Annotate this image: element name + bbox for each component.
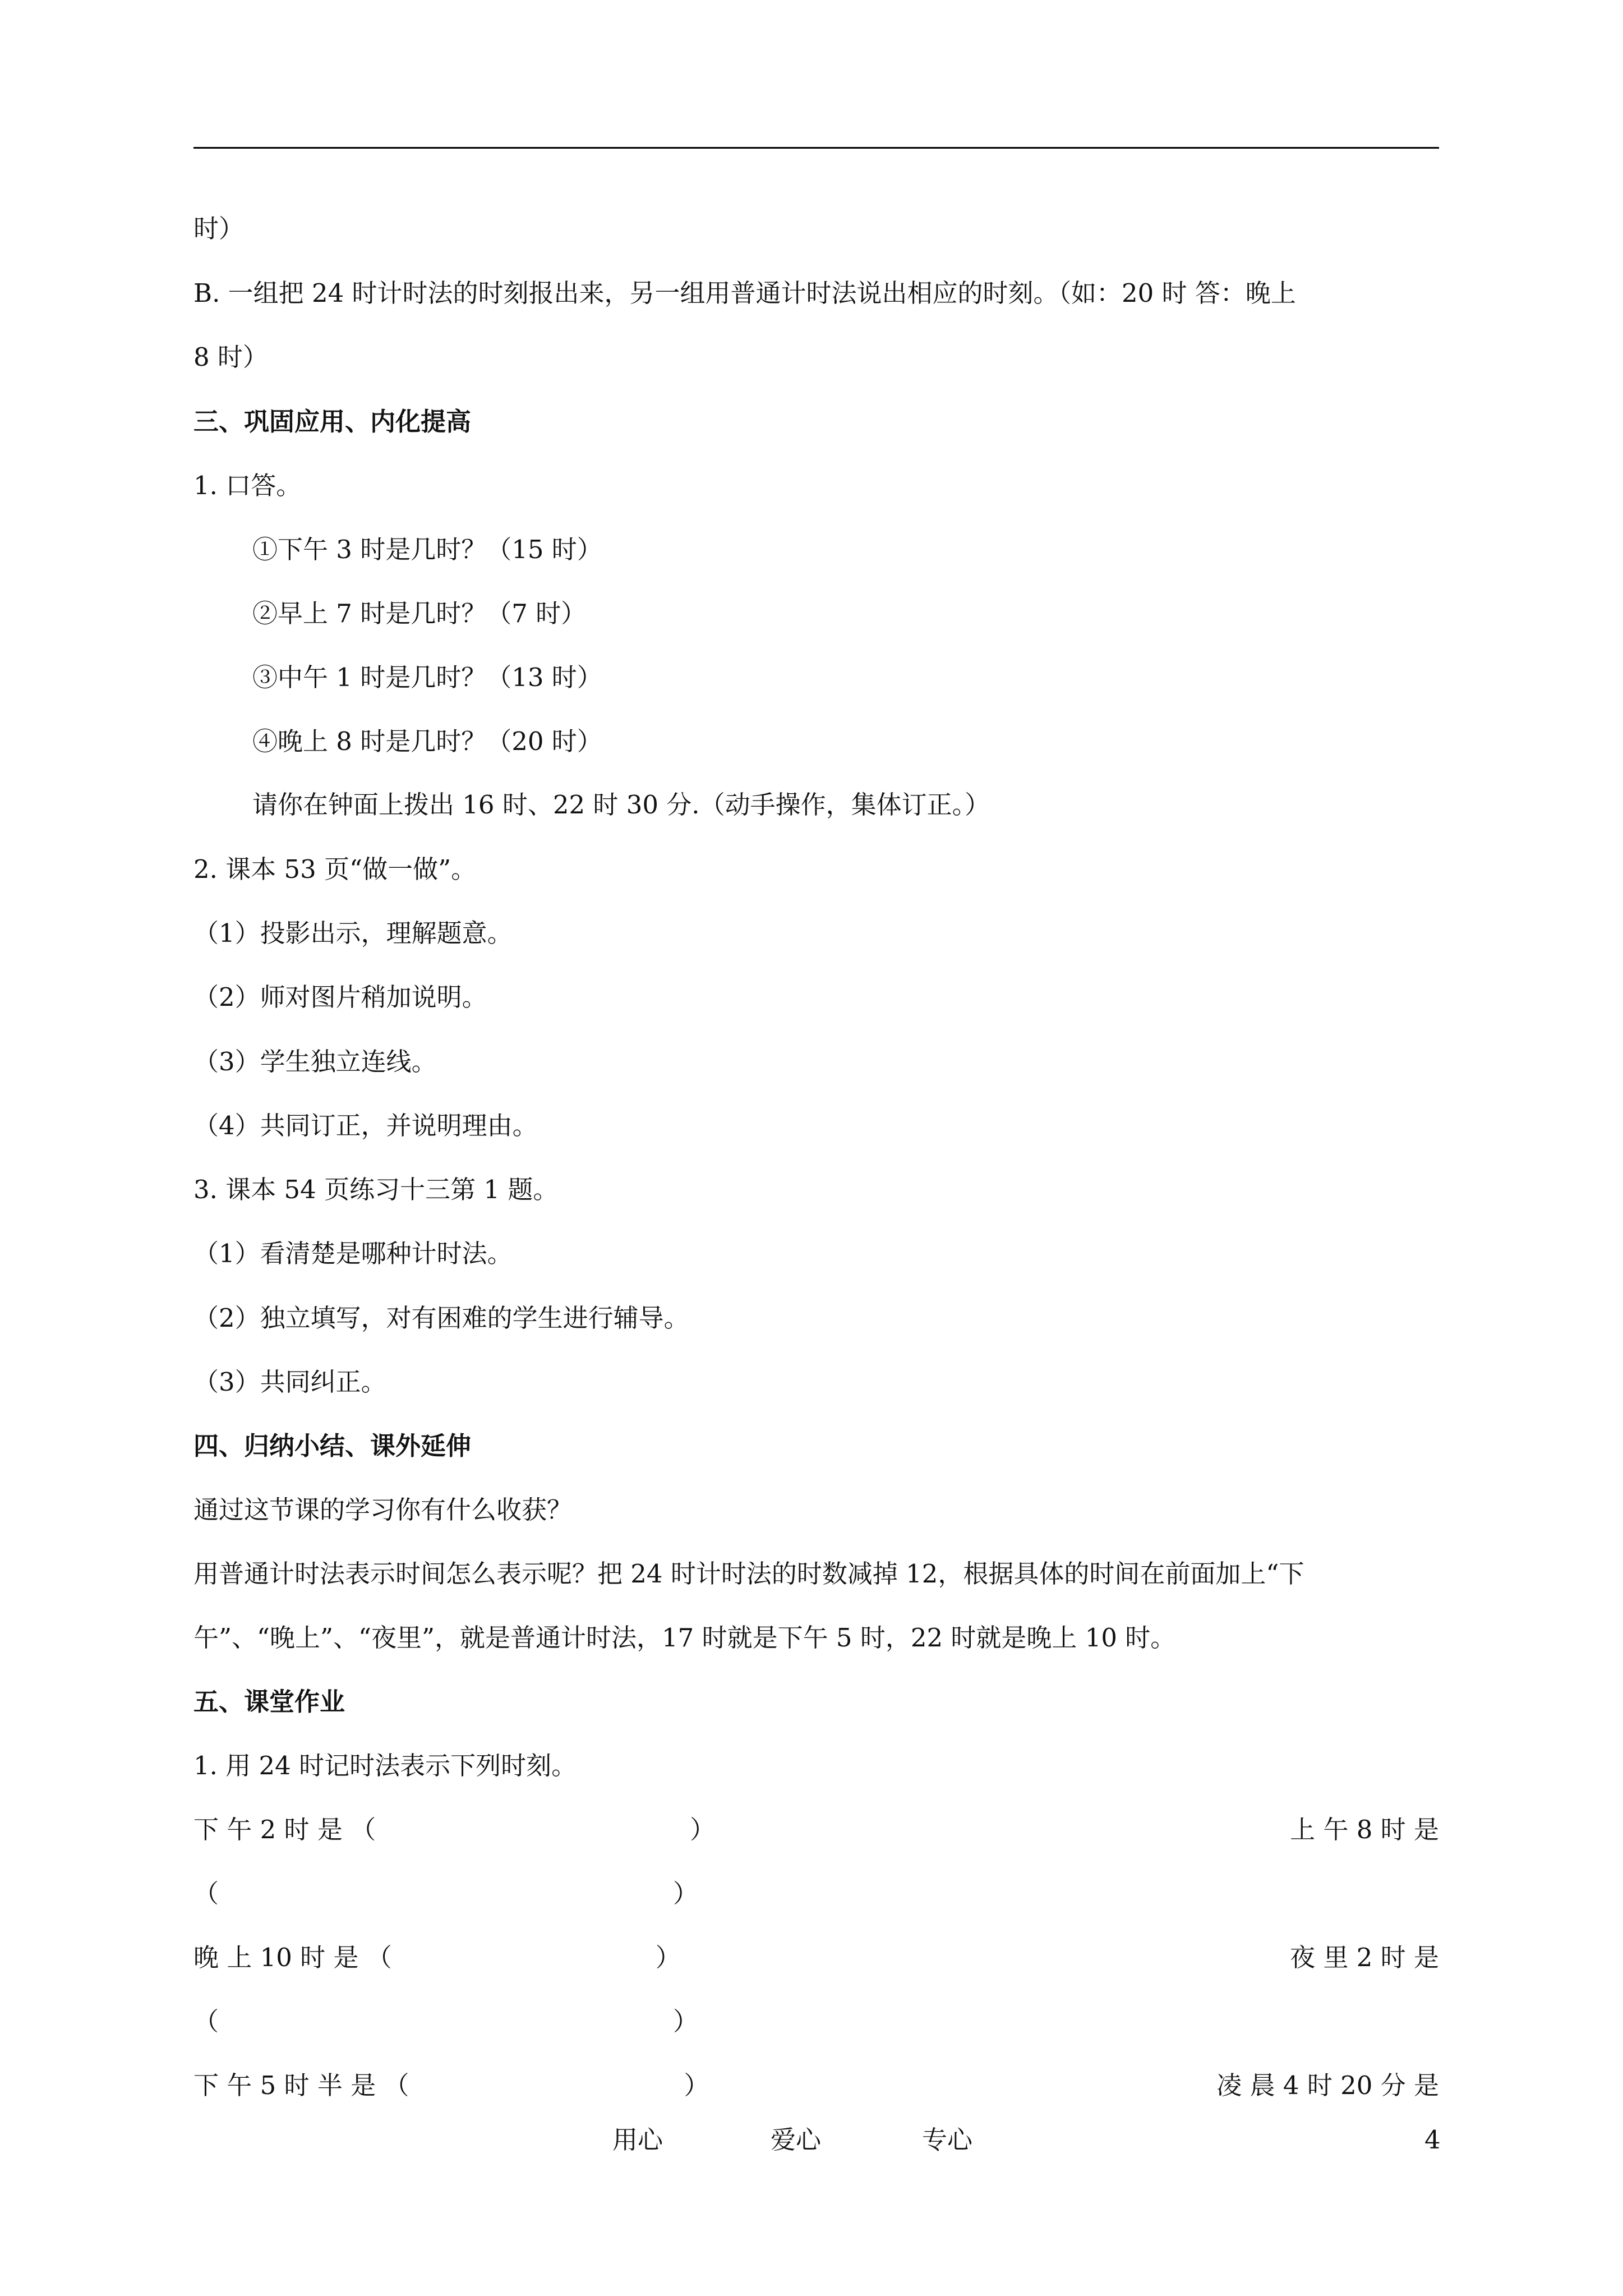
text-line: 8 时） (193, 342, 268, 372)
exercise-prompt: 晚 上 10 时 是 （ ） (193, 1943, 681, 1972)
list-item: （4）共同订正，并说明理由。 (193, 1111, 538, 1140)
exercise-prompt-right: 夜 里 2 时 是 (1290, 1943, 1439, 1972)
list-item: （3）学生独立连线。 (193, 1047, 437, 1076)
list-item: （2）师对图片稍加说明。 (193, 982, 487, 1012)
list-item: （1）投影出示，理解题意。 (193, 918, 513, 948)
text-line: 时） (193, 214, 245, 243)
section-heading: 三、巩固应用、内化提高 (193, 407, 472, 436)
footer-word: 用心 (612, 2125, 663, 2155)
text-line: 午”、“晚上”、“夜里”，就是普通计时法，17 时就是下午 5 时，22 时就是晚上 10 时。 (193, 1623, 1176, 1653)
text-line: 1. 口答。 (193, 471, 302, 500)
exercise-row: （ ） (193, 1879, 699, 1908)
text-line: 请你在钟面上拨出 16 时、22 时 30 分.（动手操作，集体订正。） (252, 790, 990, 820)
exercise-row (193, 2069, 1439, 2102)
section-heading: 四、归纳小结、课外延伸 (193, 1431, 472, 1461)
text-line: B. 一组把 24 时计时法的时刻报出来，另一组用普通计时法说出相应的时刻。（如：20 时 答：晚上 (193, 278, 1296, 308)
question-item: ③中午 1 时是几时？（13 时） (252, 662, 602, 692)
text-line: 通过这节课的学习你有什么收获？ (193, 1495, 573, 1525)
exercise-prompt: 下 午 2 时 是 （ ） (193, 1815, 716, 1844)
question-item: ①下午 3 时是几时？（15 时） (252, 535, 602, 564)
page-number: 4 (1424, 2125, 1441, 2155)
text-line: 1. 用 24 时记时法表示下列时刻。 (193, 1751, 577, 1780)
header-rule (193, 147, 1439, 149)
list-item: （2）独立填写，对有困难的学生进行辅导。 (193, 1303, 689, 1333)
exercise-row (193, 1941, 1439, 1975)
text-line: 2. 课本 53 页“做一做”。 (193, 854, 477, 884)
section-heading: 五、课堂作业 (193, 1687, 345, 1717)
list-item: （1）看清楚是哪种计时法。 (193, 1239, 513, 1268)
exercise-row: （ ） (193, 2007, 699, 2036)
list-item: （3）共同纠正。 (193, 1367, 386, 1397)
question-item: ④晚上 8 时是几时？（20 时） (252, 726, 602, 756)
exercise-prompt: 下 午 5 时 半 是 （ ） (193, 2070, 709, 2100)
footer-word: 爱心 (771, 2125, 822, 2155)
text-line: 用普通计时法表示时间怎么表示呢？把 24 时计时法的时数减掉 12，根据具体的时间在前面加上“下 (193, 1559, 1304, 1589)
exercise-prompt-right: 上 午 8 时 是 (1290, 1815, 1439, 1844)
footer-word: 专心 (922, 2125, 973, 2155)
text-line: 3. 课本 54 页练习十三第 1 题。 (193, 1175, 559, 1204)
question-item: ②早上 7 时是几时？（7 时） (252, 599, 587, 628)
exercise-row (193, 1813, 1439, 1847)
exercise-prompt-right: 凌 晨 4 时 20 分 是 (1216, 2070, 1439, 2100)
